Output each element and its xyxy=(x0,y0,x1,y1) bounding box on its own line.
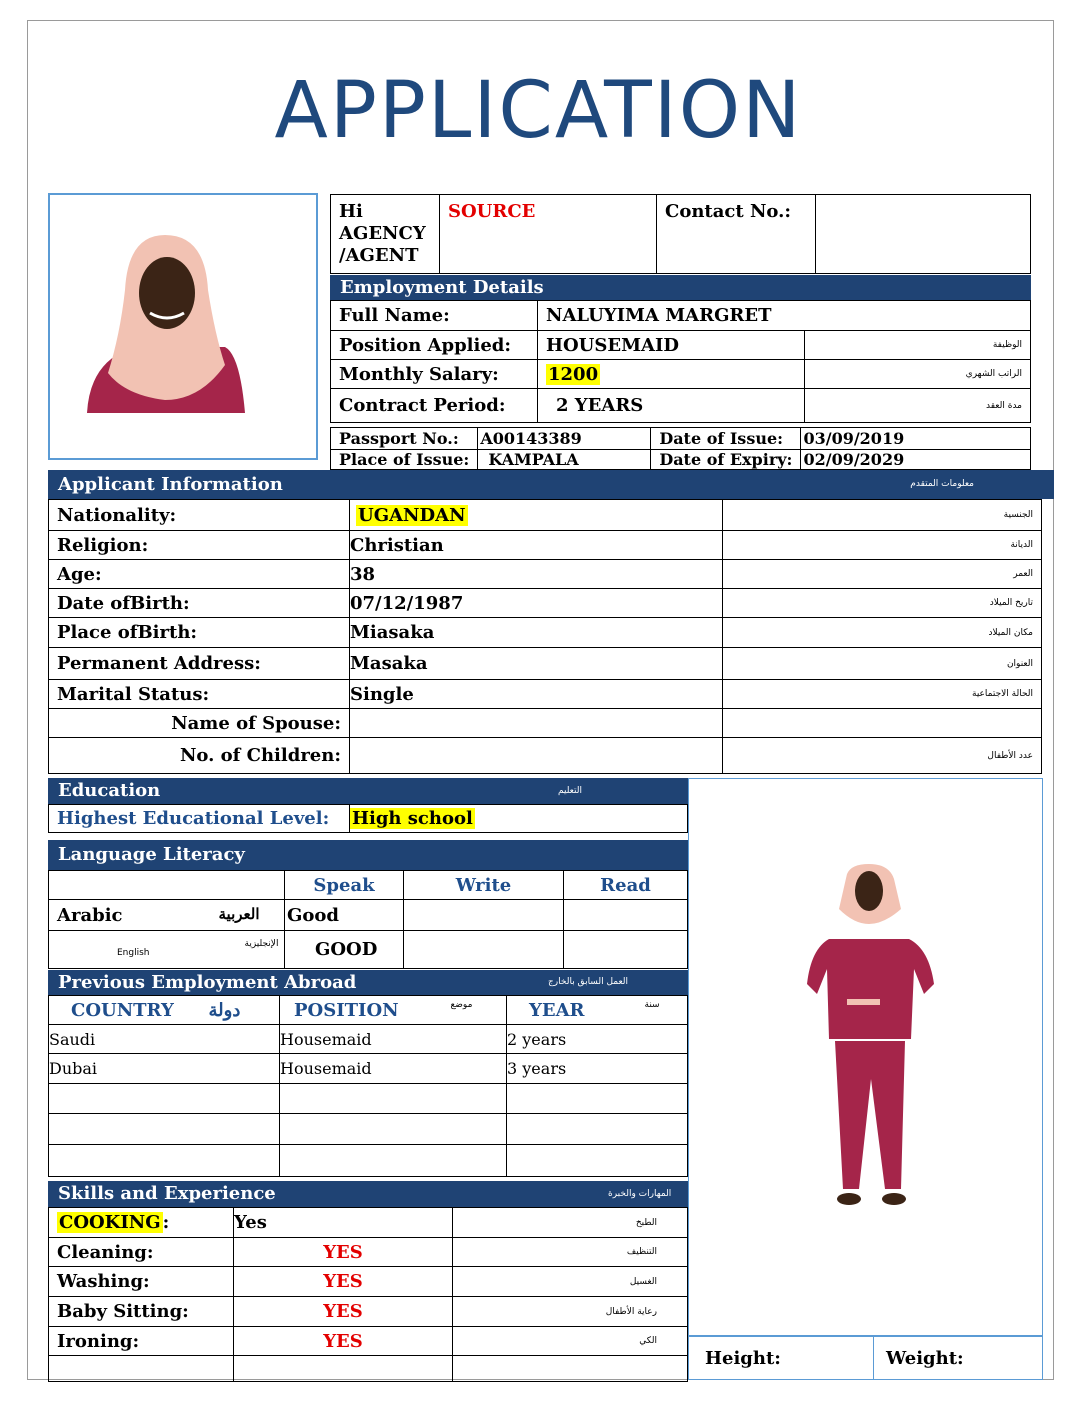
contact-value[interactable] xyxy=(816,195,1031,274)
salary-label: Monthly Salary: xyxy=(331,360,538,389)
agency-table xyxy=(330,194,1031,274)
skills-heading-ar: المهارات والخبرة xyxy=(608,1189,672,1199)
nationality-ar: الجنسية xyxy=(723,500,1042,531)
salary-cell xyxy=(538,360,805,389)
language-arabic xyxy=(49,900,285,931)
passport-no-value: A00143389 xyxy=(478,428,651,450)
col-year xyxy=(507,996,688,1025)
portrait-photo xyxy=(50,195,316,458)
col-position-ar: موضع xyxy=(450,999,473,1010)
salary-value: 1200 xyxy=(548,363,599,385)
position-value: HOUSEMAID xyxy=(538,331,805,360)
agency-label: AGENCY /AGENT xyxy=(339,223,426,266)
expiry-label: Date of Expiry: xyxy=(651,450,801,470)
prev-position-4 xyxy=(280,1114,507,1145)
contract-label: Contract Period: xyxy=(331,389,538,423)
skill-cooking-value: Yes xyxy=(234,1208,453,1238)
prev-position-5 xyxy=(280,1145,507,1177)
position-label: Position Applied: xyxy=(331,331,538,360)
place-issue-value: KAMPALA xyxy=(478,450,651,470)
col-speak: Speak xyxy=(285,871,404,900)
weight-label: Weight: xyxy=(874,1337,1043,1380)
english-speak: GOOD xyxy=(285,931,404,969)
col-country xyxy=(49,996,280,1025)
passport-table xyxy=(330,427,1031,470)
employment-heading: Employment Details xyxy=(330,275,1031,300)
skill-babysitting-label: Baby Sitting: xyxy=(49,1297,234,1327)
marital-value: Single xyxy=(350,680,723,709)
education-heading: Education xyxy=(58,780,161,801)
skill-ironing-value: YES xyxy=(234,1327,453,1356)
marital-ar: الحالة الاجتماعية xyxy=(723,680,1042,709)
col-position xyxy=(280,996,507,1025)
contact-label: Contact No.: xyxy=(657,195,816,274)
prev-year-5 xyxy=(507,1145,688,1177)
language-english-ar: الإنجليزية xyxy=(244,939,279,949)
age-ar: العمر xyxy=(723,560,1042,589)
applicant-heading-ar: معلومات المتقدم xyxy=(910,479,974,489)
issue-date-label: Date of Issue: xyxy=(651,428,801,450)
education-level-cell xyxy=(350,805,688,833)
skills-heading: Skills and Experience xyxy=(58,1183,276,1204)
dob-label: Date ofBirth: xyxy=(49,589,350,618)
skill-blank-ar xyxy=(453,1356,688,1382)
employment-table xyxy=(330,300,1031,423)
source-value: SOURCE xyxy=(440,195,657,274)
spouse-value xyxy=(350,709,723,738)
position-ar: الوظيفة xyxy=(805,331,1031,360)
skill-ironing-ar: الكي xyxy=(453,1327,688,1356)
skill-babysitting-value: YES xyxy=(234,1297,453,1327)
height-label: Height: xyxy=(689,1337,874,1380)
skill-cooking: COOKING : xyxy=(49,1208,234,1238)
previous-table xyxy=(48,995,688,1177)
skill-cleaning-ar: التنظيف xyxy=(453,1238,688,1267)
pob-label: Place ofBirth: xyxy=(49,618,350,648)
address-value: Masaka xyxy=(350,648,723,680)
language-english xyxy=(49,931,285,969)
measure-table xyxy=(688,1336,1043,1380)
education-heading-ar: التعليم xyxy=(558,786,582,796)
religion-ar: الديانة xyxy=(723,531,1042,560)
skill-washing-label: Washing: xyxy=(49,1267,234,1297)
prev-year-2: 3 years xyxy=(507,1054,688,1084)
pob-ar: مكان الميلاد xyxy=(723,618,1042,648)
language-heading: Language Literacy xyxy=(48,840,688,870)
prev-position-1: Housemaid xyxy=(280,1025,507,1054)
issue-date-value: 03/09/2019 xyxy=(801,428,1031,450)
prev-country-5 xyxy=(49,1145,280,1177)
contract-ar: مدة العقد xyxy=(805,389,1031,423)
skill-cooking-ar: الطبخ xyxy=(453,1208,688,1238)
full-name-value: NALUYIMA MARGRET xyxy=(538,301,1031,331)
fullbody-photo xyxy=(689,779,1042,1335)
place-issue-label: Place of Issue: xyxy=(331,450,478,470)
skill-cleaning-label: Cleaning: xyxy=(49,1238,234,1267)
skill-washing-ar: الغسيل xyxy=(453,1267,688,1297)
expiry-value: 02/09/2029 xyxy=(801,450,1031,470)
skill-ironing-label: Ironing: xyxy=(49,1327,234,1356)
children-value xyxy=(350,738,723,774)
previous-heading-ar: العمل السابق بالخارج xyxy=(548,977,629,987)
marital-label: Marital Status: xyxy=(49,680,350,709)
salary-ar: الراتب الشهري xyxy=(805,360,1031,389)
age-value: 38 xyxy=(350,560,723,589)
previous-heading-bar xyxy=(48,970,688,995)
religion-value: Christian xyxy=(350,531,723,560)
spouse-ar xyxy=(723,709,1042,738)
prev-country-3 xyxy=(49,1084,280,1114)
contract-value xyxy=(538,389,805,423)
arabic-write xyxy=(404,900,564,931)
prev-year-1: 2 years xyxy=(507,1025,688,1054)
agency-cell xyxy=(331,195,440,274)
religion-label: Religion: xyxy=(49,531,350,560)
nationality-label: Nationality: xyxy=(49,500,350,531)
language-arabic-ar: العربية xyxy=(218,904,260,923)
col-write: Write xyxy=(404,871,564,900)
prev-year-3 xyxy=(507,1084,688,1114)
col-year-label: YEAR xyxy=(529,999,585,1021)
language-header-blank xyxy=(49,871,285,900)
prev-country-1: Saudi xyxy=(49,1025,280,1054)
address-label: Permanent Address: xyxy=(49,648,350,680)
portrait-photo-frame xyxy=(48,193,318,460)
address-ar: العنوان xyxy=(723,648,1042,680)
previous-heading: Previous Employment Abroad xyxy=(58,972,357,993)
spouse-label: Name of Spouse: xyxy=(49,709,350,738)
applicant-table xyxy=(48,499,1042,774)
nationality-cell xyxy=(350,500,723,531)
children-label: No. of Children: xyxy=(49,738,350,774)
prev-country-2: Dubai xyxy=(49,1054,280,1084)
skill-cooking-label: COOKING xyxy=(59,1212,161,1233)
applicant-heading-bar xyxy=(48,470,1054,499)
nationality-value: UGANDAN xyxy=(358,504,466,526)
english-read xyxy=(564,931,688,969)
skill-washing-value: YES xyxy=(234,1267,453,1297)
education-heading-bar xyxy=(48,778,688,804)
age-label: Age: xyxy=(49,560,350,589)
full-name-label: Full Name: xyxy=(331,301,538,331)
language-table xyxy=(48,870,688,969)
children-ar: عدد الأطفال xyxy=(723,738,1042,774)
fullbody-photo-frame xyxy=(688,778,1043,1336)
arabic-speak: Good xyxy=(285,900,404,931)
skill-blank-label xyxy=(49,1356,234,1382)
col-country-ar: دولة xyxy=(208,999,241,1021)
col-year-ar: سنة xyxy=(644,999,660,1010)
english-write xyxy=(404,931,564,969)
skills-table xyxy=(48,1207,688,1382)
skill-cleaning-value: YES xyxy=(234,1238,453,1267)
page-title: APPLICATION xyxy=(274,66,803,156)
prev-position-3 xyxy=(280,1084,507,1114)
skill-blank-value xyxy=(234,1356,453,1382)
col-read: Read xyxy=(564,871,688,900)
language-arabic-name: Arabic xyxy=(57,904,123,926)
prev-country-4 xyxy=(49,1114,280,1145)
contract-text: 2 YEARS xyxy=(556,395,644,416)
skill-babysitting-ar: رعاية الأطفال xyxy=(453,1297,688,1327)
arabic-read xyxy=(564,900,688,931)
dob-ar: تاريخ الميلاد xyxy=(723,589,1042,618)
prev-year-4 xyxy=(507,1114,688,1145)
dob-value: 07/12/1987 xyxy=(350,589,723,618)
passport-no-label: Passport No.: xyxy=(331,428,478,450)
education-level-label: Highest Educational Level: xyxy=(49,805,350,833)
col-position-label: POSITION xyxy=(294,999,399,1021)
language-english-name: English xyxy=(117,948,150,958)
education-table xyxy=(48,804,688,833)
col-country-label: COUNTRY xyxy=(71,999,174,1021)
applicant-heading: Applicant Information xyxy=(58,474,283,495)
education-level-value: High school xyxy=(352,808,473,829)
skills-heading-bar xyxy=(48,1181,688,1207)
hi-label: Hi xyxy=(339,201,363,222)
pob-value: Miasaka xyxy=(350,618,723,648)
prev-position-2: Housemaid xyxy=(280,1054,507,1084)
